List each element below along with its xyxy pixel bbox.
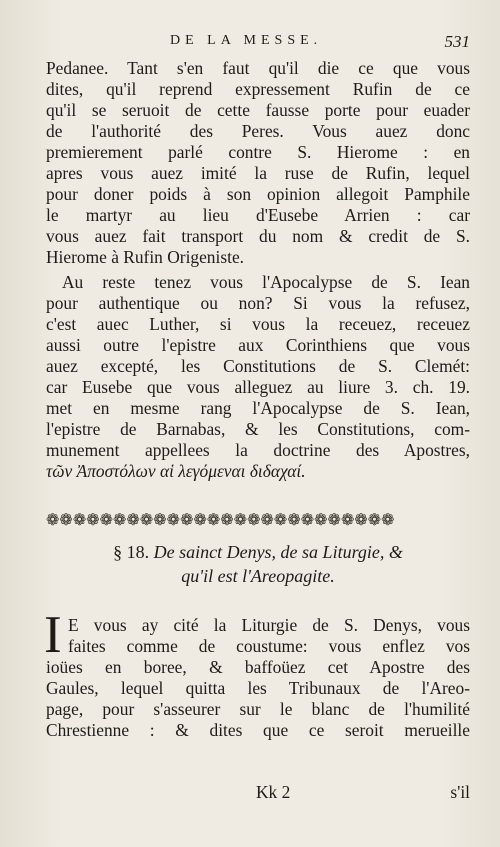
initial-letter: I [44, 606, 62, 664]
catchword: s'il [450, 782, 470, 802]
page-footer [46, 782, 470, 806]
text-line: qu'il se seruoit de cette fausse porte pour euader [46, 100, 470, 120]
text-line: dites, qu'il reprend expressement Rufin de ce [46, 79, 470, 99]
section-title-line-2: qu'il est l'Areopagite. [181, 566, 335, 586]
section-heading [46, 540, 470, 588]
text-line: l'epistre de Barnabas, & les Constitutions, com- [46, 419, 470, 439]
text-line: ioües en boree, & baffoüez cet Apostre des [46, 657, 470, 677]
text-line: E vous ay cité la Liturgie de S. Denys, vous [68, 615, 470, 635]
paragraph-1 [46, 58, 470, 268]
page-number: 531 [444, 32, 470, 51]
text-line: faites comme de coustume: vous enflez vos [68, 636, 470, 656]
text-line: Pedanee. Tant s'en faut qu'il die ce que vous [46, 58, 470, 78]
text-line: de l'authorité des Peres. Vous auez donc [46, 121, 470, 141]
text-line: page, pour s'asseurer sur le blanc de l'humilité [46, 699, 470, 719]
text-line: pour authentique ou non? Si vous la refusez, [46, 293, 470, 313]
text-line: le martyr au lieu d'Eusebe Arrien : car [46, 205, 470, 225]
paragraph-2 [46, 272, 470, 482]
signature-mark: Kk 2 [256, 782, 291, 802]
greek-quotation: τῶν Ἀποστόλων αἱ λεγόμεναι διδαχαί. [46, 461, 306, 481]
ornamental-band: ❁❁❁❁❁❁❁❁❁❁❁❁❁❁❁❁❁❁❁❁❁❁❁❁❁❁ [46, 510, 395, 529]
text-line: c'est auec Luther, si vous la receuez, receuez [46, 314, 470, 334]
text-line: Hierome à Rufin Origeniste. [46, 247, 245, 267]
text-line: auez excepté, les Constitutions de S. Clemét: [46, 356, 470, 376]
text-line: Au reste tenez vous l'Apocalypse de S. Iean [62, 272, 470, 292]
running-head [40, 33, 470, 53]
text-line: vous auez fait transport du nom & credit de S. [46, 226, 470, 246]
text-line: car Eusebe que vous alleguez au liure 3. ch. 19. [46, 377, 470, 397]
text-line: Gaules, lequel quitta les Tribunaux de l'Areo- [46, 678, 470, 698]
text-line: apres vous auez imité la ruse de Rufin, lequel [46, 163, 470, 183]
text-line: premierement parlé contre S. Hierome : en [46, 142, 470, 162]
section-title-line-1: De sainct Denys, de sa Liturgie, & [153, 542, 403, 562]
text-line: met en mesme rang l'Apocalypse de S. Iean, [46, 398, 470, 418]
section-number: § 18. [113, 542, 150, 562]
text-line: munement appellees la doctrine des Apostres, [46, 440, 470, 460]
paragraph-3 [44, 606, 470, 741]
running-title: DE LA MESSE. [170, 33, 323, 48]
text-line: aussi outre l'epistre aux Corinthiens que vous [46, 335, 470, 355]
text-line: pour doner poids à son opinion allegoit Pamphile [46, 184, 470, 204]
text-line: Chrestienne : & dites que ce seroit merueille [46, 720, 470, 740]
